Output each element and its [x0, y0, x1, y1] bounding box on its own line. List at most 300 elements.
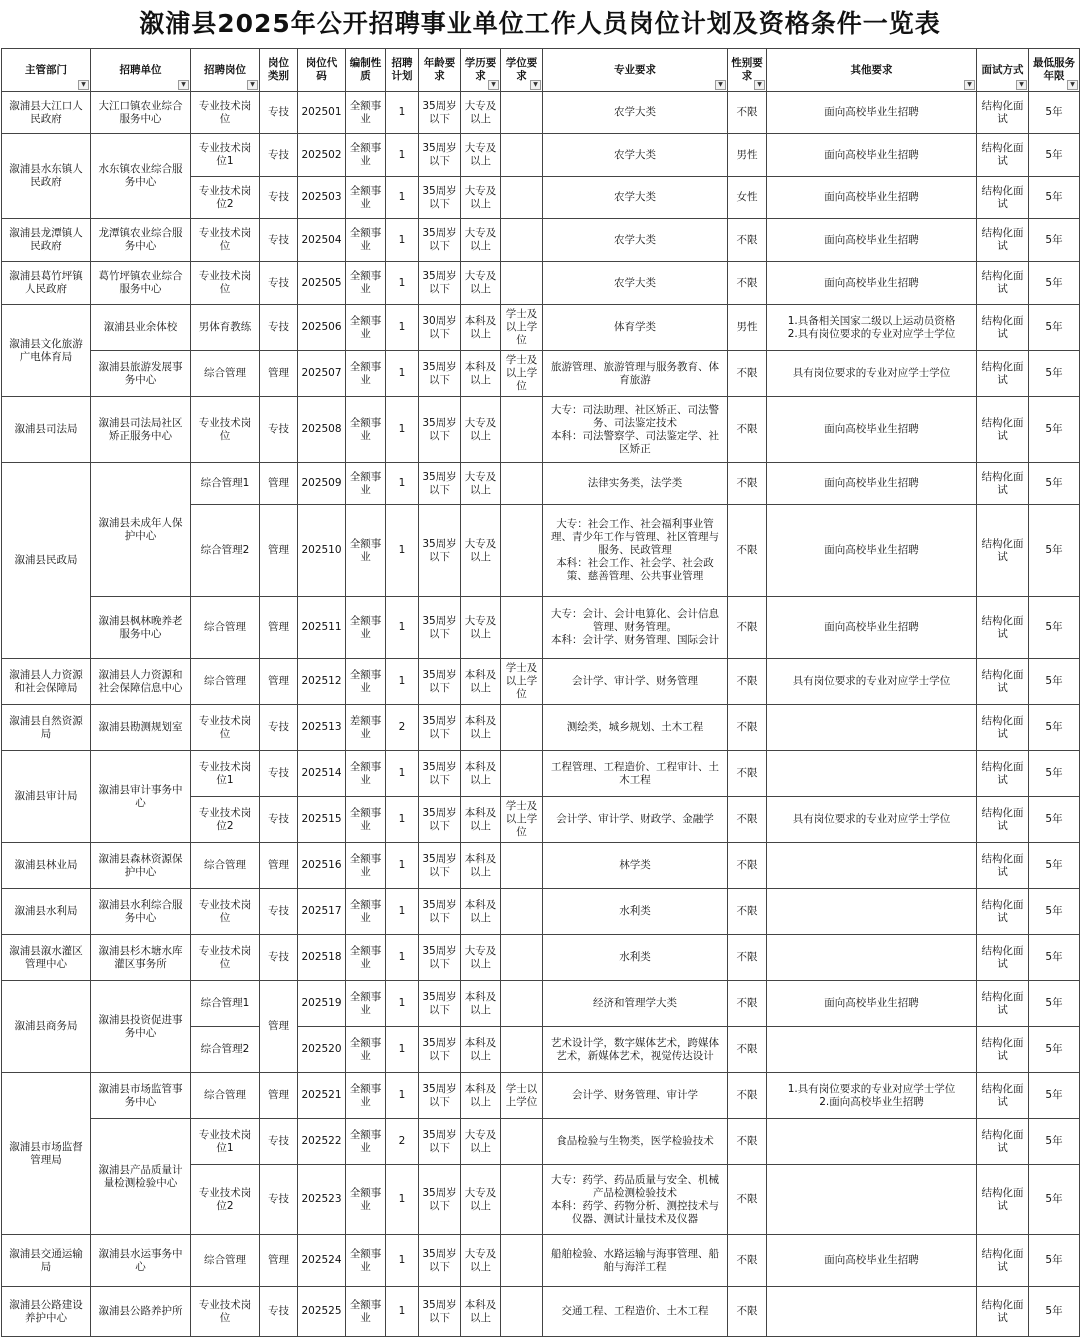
age-cell: 35周岁以下: [419, 219, 461, 262]
table-row: [2, 981, 1080, 1027]
other-cell: [767, 751, 977, 797]
gender-cell: 不限: [728, 397, 767, 463]
major-cell: 会计学、审计学、财务管理: [543, 659, 728, 705]
major-cell: 测绘类，城乡规划、土木工程: [543, 705, 728, 751]
unit-cell: 溆浦县枫林晚养老服务中心: [91, 597, 191, 659]
post-cell: 专业技术岗位2: [191, 797, 260, 843]
nature-cell: 全额事业: [346, 463, 386, 505]
nature-cell: 差额事业: [346, 705, 386, 751]
degree-cell: [501, 505, 543, 597]
code-cell: 202508: [298, 397, 346, 463]
other-cell: 面向高校毕业生招聘: [767, 219, 977, 262]
dept-cell: 溆浦县公路建设养护中心: [2, 1287, 91, 1337]
other-cell: 面向高校毕业生招聘: [767, 262, 977, 305]
plan-cell: 1: [386, 1027, 419, 1073]
edu-cell: 本科及以上: [461, 705, 501, 751]
edu-cell: 大专及以上: [461, 1235, 501, 1287]
nature-cell: 全额事业: [346, 177, 386, 219]
age-cell: 35周岁以下: [419, 1235, 461, 1287]
dept-cell: 溆浦县水东镇人民政府: [2, 134, 91, 219]
dept-cell: 溆浦县葛竹坪镇人民政府: [2, 262, 91, 305]
edu-cell: 本科及以上: [461, 305, 501, 351]
column-header-label: 最低服务年限: [1033, 57, 1075, 82]
column-header: [91, 49, 191, 92]
other-cell: [767, 1165, 977, 1235]
years-cell: 5年: [1029, 219, 1080, 262]
code-cell: 202520: [298, 1027, 346, 1073]
degree-cell: [501, 262, 543, 305]
age-cell: 35周岁以下: [419, 1119, 461, 1165]
nature-cell: 全额事业: [346, 1287, 386, 1337]
nature-cell: 全额事业: [346, 797, 386, 843]
code-cell: 202515: [298, 797, 346, 843]
edu-cell: 大专及以上: [461, 219, 501, 262]
dept-cell: 溆浦县人力资源和社会保障局: [2, 659, 91, 705]
major-cell: 农学大类: [543, 177, 728, 219]
edu-cell: 大专及以上: [461, 92, 501, 134]
nature-cell: 全额事业: [346, 262, 386, 305]
years-cell: 5年: [1029, 1073, 1080, 1119]
table-row: [2, 597, 1080, 659]
dept-cell: 溆浦县龙潭镇人民政府: [2, 219, 91, 262]
table-row: [2, 134, 1080, 177]
column-header-label: 专业要求: [614, 63, 656, 76]
dept-cell: 溆浦县审计局: [2, 751, 91, 843]
type-cell: 管理: [260, 843, 298, 889]
nature-cell: 全额事业: [346, 981, 386, 1027]
interview-cell: 结构化面试: [977, 705, 1029, 751]
degree-cell: [501, 705, 543, 751]
code-cell: 202507: [298, 351, 346, 397]
filter-dropdown-icon[interactable]: ▼: [1016, 80, 1027, 90]
type-cell: 专技: [260, 219, 298, 262]
dept-cell: 溆浦县溆水灌区管理中心: [2, 935, 91, 981]
degree-cell: [501, 1287, 543, 1337]
age-cell: 35周岁以下: [419, 705, 461, 751]
degree-cell: [501, 1027, 543, 1073]
years-cell: 5年: [1029, 751, 1080, 797]
unit-cell: 溆浦县司法局社区矫正服务中心: [91, 397, 191, 463]
table-row: [2, 889, 1080, 935]
table-row: [2, 1119, 1080, 1165]
gender-cell: 不限: [728, 505, 767, 597]
other-cell: 具有岗位要求的专业对应学士学位: [767, 351, 977, 397]
unit-cell: 溆浦县人力资源和社会保障信息中心: [91, 659, 191, 705]
age-cell: 35周岁以下: [419, 463, 461, 505]
nature-cell: 全额事业: [346, 1235, 386, 1287]
nature-cell: 全额事业: [346, 935, 386, 981]
age-cell: 35周岁以下: [419, 659, 461, 705]
degree-cell: 学士及以上学位: [501, 797, 543, 843]
edu-cell: 本科及以上: [461, 843, 501, 889]
filter-dropdown-icon[interactable]: ▼: [715, 80, 726, 90]
years-cell: 5年: [1029, 981, 1080, 1027]
years-cell: 5年: [1029, 505, 1080, 597]
years-cell: 5年: [1029, 797, 1080, 843]
age-cell: 35周岁以下: [419, 751, 461, 797]
other-cell: 面向高校毕业生招聘: [767, 597, 977, 659]
gender-cell: 不限: [728, 1027, 767, 1073]
code-cell: 202502: [298, 134, 346, 177]
gender-cell: 不限: [728, 597, 767, 659]
post-cell: 专业技术岗位: [191, 705, 260, 751]
column-header: [191, 49, 260, 92]
major-cell: 农学大类: [543, 134, 728, 177]
code-cell: 202501: [298, 92, 346, 134]
degree-cell: [501, 1235, 543, 1287]
nature-cell: 全额事业: [346, 397, 386, 463]
other-cell: [767, 889, 977, 935]
table-row: [2, 1235, 1080, 1287]
interview-cell: 结构化面试: [977, 1287, 1029, 1337]
major-cell: 大专：司法助理、社区矫正、司法警务、司法鉴定技术 本科：司法警察学、司法鉴定学、社区矫正: [543, 397, 728, 463]
major-cell: 林学类: [543, 843, 728, 889]
post-cell: 综合管理: [191, 597, 260, 659]
other-cell: [767, 1027, 977, 1073]
age-cell: 35周岁以下: [419, 397, 461, 463]
column-header: [767, 49, 977, 92]
unit-cell: 葛竹坪镇农业综合服务中心: [91, 262, 191, 305]
major-cell: 法律实务类，法学类: [543, 463, 728, 505]
type-cell: 管理: [260, 1235, 298, 1287]
column-header-label: 其他要求: [850, 63, 893, 76]
major-cell: 经济和管理学大类: [543, 981, 728, 1027]
type-cell: 专技: [260, 262, 298, 305]
column-header-label: 招聘计划: [391, 57, 413, 82]
nature-cell: 全额事业: [346, 134, 386, 177]
interview-cell: 结构化面试: [977, 177, 1029, 219]
age-cell: 35周岁以下: [419, 505, 461, 597]
gender-cell: 不限: [728, 351, 767, 397]
gender-cell: 男性: [728, 305, 767, 351]
post-cell: 综合管理2: [191, 1027, 260, 1073]
age-cell: 35周岁以下: [419, 843, 461, 889]
edu-cell: 本科及以上: [461, 751, 501, 797]
column-header: [543, 49, 728, 92]
code-cell: 202524: [298, 1235, 346, 1287]
interview-cell: 结构化面试: [977, 262, 1029, 305]
edu-cell: 本科及以上: [461, 659, 501, 705]
post-cell: 综合管理: [191, 659, 260, 705]
plan-cell: 1: [386, 351, 419, 397]
column-header: [260, 49, 298, 92]
code-cell: 202521: [298, 1073, 346, 1119]
interview-cell: 结构化面试: [977, 797, 1029, 843]
interview-cell: 结构化面试: [977, 1235, 1029, 1287]
code-cell: 202509: [298, 463, 346, 505]
filter-dropdown-icon[interactable]: ▼: [964, 80, 975, 90]
major-cell: 农学大类: [543, 92, 728, 134]
nature-cell: 全额事业: [346, 1073, 386, 1119]
interview-cell: 结构化面试: [977, 1119, 1029, 1165]
major-cell: 船舶检验、水路运输与海事管理、船舶与海洋工程: [543, 1235, 728, 1287]
years-cell: 5年: [1029, 351, 1080, 397]
plan-cell: 1: [386, 1287, 419, 1337]
degree-cell: [501, 1165, 543, 1235]
edu-cell: 大专及以上: [461, 1165, 501, 1235]
edu-cell: 大专及以上: [461, 505, 501, 597]
type-cell: 管理: [260, 597, 298, 659]
table-row: [2, 659, 1080, 705]
type-cell: 专技: [260, 134, 298, 177]
nature-cell: 全额事业: [346, 219, 386, 262]
age-cell: 35周岁以下: [419, 92, 461, 134]
gender-cell: 不限: [728, 1287, 767, 1337]
major-cell: 工程管理、工程造价、工程审计、土木工程: [543, 751, 728, 797]
gender-cell: 不限: [728, 705, 767, 751]
other-cell: [767, 1287, 977, 1337]
plan-cell: 1: [386, 1235, 419, 1287]
degree-cell: [501, 177, 543, 219]
interview-cell: 结构化面试: [977, 134, 1029, 177]
column-header: [461, 49, 501, 92]
column-header-label: 年龄要求: [423, 57, 456, 82]
nature-cell: 全额事业: [346, 889, 386, 935]
other-cell: 面向高校毕业生招聘: [767, 1235, 977, 1287]
interview-cell: 结构化面试: [977, 751, 1029, 797]
interview-cell: 结构化面试: [977, 92, 1029, 134]
age-cell: 35周岁以下: [419, 177, 461, 219]
years-cell: 5年: [1029, 597, 1080, 659]
edu-cell: 本科及以上: [461, 981, 501, 1027]
age-cell: 35周岁以下: [419, 1165, 461, 1235]
edu-cell: 大专及以上: [461, 177, 501, 219]
table-row: [2, 463, 1080, 505]
age-cell: 35周岁以下: [419, 981, 461, 1027]
filter-dropdown-icon[interactable]: ▼: [754, 80, 765, 90]
edu-cell: 大专及以上: [461, 597, 501, 659]
column-header-label: 主管部门: [25, 63, 67, 76]
major-cell: 会计学、财务管理、审计学: [543, 1073, 728, 1119]
filter-dropdown-icon[interactable]: ▼: [178, 80, 189, 90]
post-cell: 综合管理: [191, 351, 260, 397]
plan-cell: 1: [386, 1165, 419, 1235]
post-cell: 专业技术岗位1: [191, 134, 260, 177]
unit-cell: 溆浦县业余体校: [91, 305, 191, 351]
other-cell: 面向高校毕业生招聘: [767, 505, 977, 597]
dept-cell: 溆浦县司法局: [2, 397, 91, 463]
age-cell: 35周岁以下: [419, 134, 461, 177]
major-cell: 体育学类: [543, 305, 728, 351]
unit-cell: 溆浦县市场监管事务中心: [91, 1073, 191, 1119]
unit-cell: 溆浦县杉木塘水库灌区事务所: [91, 935, 191, 981]
gender-cell: 不限: [728, 1165, 767, 1235]
years-cell: 5年: [1029, 889, 1080, 935]
type-cell: 专技: [260, 92, 298, 134]
column-header: [1029, 49, 1080, 92]
other-cell: [767, 935, 977, 981]
years-cell: 5年: [1029, 935, 1080, 981]
plan-cell: 2: [386, 1119, 419, 1165]
filter-dropdown-icon[interactable]: ▼: [247, 80, 258, 90]
unit-cell: 溆浦县旅游发展事务中心: [91, 351, 191, 397]
code-cell: 202522: [298, 1119, 346, 1165]
interview-cell: 结构化面试: [977, 305, 1029, 351]
nature-cell: 全额事业: [346, 92, 386, 134]
degree-cell: 学士及以上学位: [501, 659, 543, 705]
type-cell: 管理: [260, 463, 298, 505]
unit-cell: 大江口镇农业综合服务中心: [91, 92, 191, 134]
years-cell: 5年: [1029, 659, 1080, 705]
filter-dropdown-icon[interactable]: ▼: [1067, 80, 1078, 90]
post-cell: 综合管理: [191, 843, 260, 889]
gender-cell: 男性: [728, 134, 767, 177]
code-cell: 202513: [298, 705, 346, 751]
post-cell: 综合管理1: [191, 463, 260, 505]
gender-cell: 不限: [728, 751, 767, 797]
plan-cell: 1: [386, 505, 419, 597]
code-cell: 202504: [298, 219, 346, 262]
table-row: [2, 843, 1080, 889]
years-cell: 5年: [1029, 1119, 1080, 1165]
column-header-label: 招聘单位: [119, 63, 162, 76]
edu-cell: 大专及以上: [461, 397, 501, 463]
column-header: [419, 49, 461, 92]
unit-cell: 溆浦县勘测规划室: [91, 705, 191, 751]
gender-cell: 不限: [728, 1073, 767, 1119]
post-cell: 专业技术岗位: [191, 92, 260, 134]
edu-cell: 本科及以上: [461, 797, 501, 843]
column-header: [346, 49, 386, 92]
plan-cell: 1: [386, 889, 419, 935]
years-cell: 5年: [1029, 305, 1080, 351]
type-cell: 专技: [260, 1119, 298, 1165]
post-cell: 综合管理2: [191, 505, 260, 597]
years-cell: 5年: [1029, 92, 1080, 134]
gender-cell: 不限: [728, 1235, 767, 1287]
gender-cell: 不限: [728, 463, 767, 505]
major-cell: 大专：会计、会计电算化、会计信息管理、财务管理。 本科：会计学、财务管理、国际会计: [543, 597, 728, 659]
job-table: [1, 48, 1080, 1337]
code-cell: 202510: [298, 505, 346, 597]
table-row: [2, 351, 1080, 397]
plan-cell: 1: [386, 659, 419, 705]
gender-cell: 不限: [728, 797, 767, 843]
page-title: 溆浦县2025年公开招聘事业单位工作人员岗位计划及资格条件一览表: [139, 9, 941, 38]
other-cell: 面向高校毕业生招聘: [767, 397, 977, 463]
type-cell: 专技: [260, 751, 298, 797]
column-header-label: 性别要求: [731, 57, 763, 82]
column-header-label: 岗位类别: [268, 57, 289, 82]
age-cell: 35周岁以下: [419, 1027, 461, 1073]
column-header-label: 招聘岗位: [204, 63, 246, 76]
type-cell: 管理: [260, 351, 298, 397]
plan-cell: 1: [386, 981, 419, 1027]
code-cell: 202518: [298, 935, 346, 981]
plan-cell: 1: [386, 935, 419, 981]
age-cell: 30周岁以下: [419, 305, 461, 351]
type-cell: 专技: [260, 177, 298, 219]
unit-cell: 溆浦县公路养护所: [91, 1287, 191, 1337]
edu-cell: 大专及以上: [461, 1119, 501, 1165]
plan-cell: 1: [386, 305, 419, 351]
nature-cell: 全额事业: [346, 305, 386, 351]
plan-cell: 1: [386, 751, 419, 797]
post-cell: 综合管理: [191, 1235, 260, 1287]
age-cell: 35周岁以下: [419, 935, 461, 981]
degree-cell: [501, 463, 543, 505]
code-cell: 202511: [298, 597, 346, 659]
years-cell: 5年: [1029, 397, 1080, 463]
gender-cell: 不限: [728, 981, 767, 1027]
years-cell: 5年: [1029, 843, 1080, 889]
filter-dropdown-icon[interactable]: ▼: [530, 80, 541, 90]
other-cell: 1.具备相关国家二级以上运动员资格 2.具有岗位要求的专业对应学士学位: [767, 305, 977, 351]
interview-cell: 结构化面试: [977, 463, 1029, 505]
gender-cell: 不限: [728, 219, 767, 262]
post-cell: 专业技术岗位: [191, 219, 260, 262]
gender-cell: 不限: [728, 659, 767, 705]
years-cell: 5年: [1029, 1165, 1080, 1235]
years-cell: 5年: [1029, 1235, 1080, 1287]
years-cell: 5年: [1029, 1027, 1080, 1073]
filter-dropdown-icon[interactable]: ▼: [488, 80, 499, 90]
edu-cell: 本科及以上: [461, 889, 501, 935]
unit-cell: 水东镇农业综合服务中心: [91, 134, 191, 219]
major-cell: 大专：社会工作、社会福利事业管理、青少年工作与管理、社区管理与服务、民政管理 本科：社会工作、社会学、社会政策、慈善管理、公共事业管理: [543, 505, 728, 597]
other-cell: 面向高校毕业生招聘: [767, 177, 977, 219]
post-cell: 男体育教练: [191, 305, 260, 351]
column-header-label: 面试方式: [981, 63, 1024, 76]
code-cell: 202525: [298, 1287, 346, 1337]
column-header-label: 岗位代码: [305, 57, 338, 82]
degree-cell: [501, 134, 543, 177]
dept-cell: 溆浦县民政局: [2, 463, 91, 659]
column-header: [501, 49, 543, 92]
gender-cell: 不限: [728, 92, 767, 134]
major-cell: 旅游管理、旅游管理与服务教育、体育旅游: [543, 351, 728, 397]
edu-cell: 本科及以上: [461, 351, 501, 397]
plan-cell: 1: [386, 843, 419, 889]
degree-cell: [501, 751, 543, 797]
nature-cell: 全额事业: [346, 1027, 386, 1073]
interview-cell: 结构化面试: [977, 1073, 1029, 1119]
major-cell: 艺术设计学，数字媒体艺术，跨媒体艺术，新媒体艺术，视觉传达设计: [543, 1027, 728, 1073]
gender-cell: 不限: [728, 1119, 767, 1165]
gender-cell: 不限: [728, 843, 767, 889]
unit-cell: 溆浦县水运事务中心: [91, 1235, 191, 1287]
degree-cell: 学士及以上学位: [501, 351, 543, 397]
plan-cell: 1: [386, 262, 419, 305]
plan-cell: 1: [386, 134, 419, 177]
column-header: [728, 49, 767, 92]
column-header-label: 学位要求: [505, 57, 538, 82]
dept-cell: 溆浦县商务局: [2, 981, 91, 1073]
edu-cell: 大专及以上: [461, 134, 501, 177]
degree-cell: [501, 935, 543, 981]
other-cell: [767, 843, 977, 889]
age-cell: 35周岁以下: [419, 262, 461, 305]
interview-cell: 结构化面试: [977, 659, 1029, 705]
nature-cell: 全额事业: [346, 597, 386, 659]
header-row: [2, 49, 1080, 92]
filter-dropdown-icon[interactable]: ▼: [78, 80, 89, 90]
edu-cell: 大专及以上: [461, 463, 501, 505]
interview-cell: 结构化面试: [977, 1165, 1029, 1235]
unit-cell: 溆浦县水利综合服务中心: [91, 889, 191, 935]
edu-cell: 大专及以上: [461, 935, 501, 981]
code-cell: 202514: [298, 751, 346, 797]
post-cell: 专业技术岗位: [191, 1287, 260, 1337]
post-cell: 综合管理: [191, 1073, 260, 1119]
nature-cell: 全额事业: [346, 505, 386, 597]
table-row: [2, 705, 1080, 751]
age-cell: 35周岁以下: [419, 597, 461, 659]
unit-cell: 溆浦县投资促进事务中心: [91, 981, 191, 1073]
other-cell: 具有岗位要求的专业对应学士学位: [767, 659, 977, 705]
other-cell: 具有岗位要求的专业对应学士学位: [767, 797, 977, 843]
post-cell: 专业技术岗位1: [191, 751, 260, 797]
